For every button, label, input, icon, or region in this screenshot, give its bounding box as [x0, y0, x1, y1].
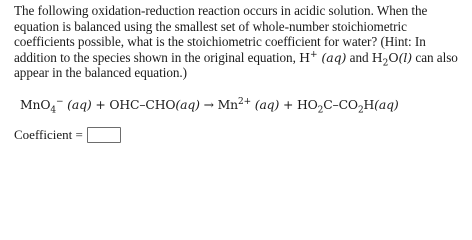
coefficient-label: Coefficient = [14, 127, 83, 142]
plus-sign: + [279, 97, 297, 112]
chemical-equation [20, 96, 466, 116]
plus-sign: + [91, 97, 110, 112]
hydrogen-ion: H+ (aq) [299, 49, 347, 65]
product-manganese-ion: $Mn^{2+}$ (aq) [217, 96, 280, 112]
and-word: and [346, 49, 372, 65]
coefficient-row [14, 125, 121, 145]
product-oxalic-acid: $HO_2C-CO_2H(aq)$ [296, 97, 399, 116]
question-body: The following oxidation-reduction reaction occurs in acidic solution. When the equation is balanced using the smallest set of whole-number stoichiometric coefficients possible, what is the stoichiometric coefficient for water? (Hint: In addition to the species shown in the original equation, [14, 3, 428, 65]
reaction-arrow: → [199, 97, 218, 112]
reactant-permanganate: MnO$_4$− (aq) [20, 96, 92, 116]
water-formula: $H_2O(l)$ [371, 49, 413, 69]
reactant-glyoxal: OHC–CHO(aq) [109, 97, 200, 112]
question-text [14, 3, 466, 81]
question-end: can also appear in the balanced equation.) [14, 49, 458, 81]
coefficient-input[interactable] [87, 127, 121, 143]
